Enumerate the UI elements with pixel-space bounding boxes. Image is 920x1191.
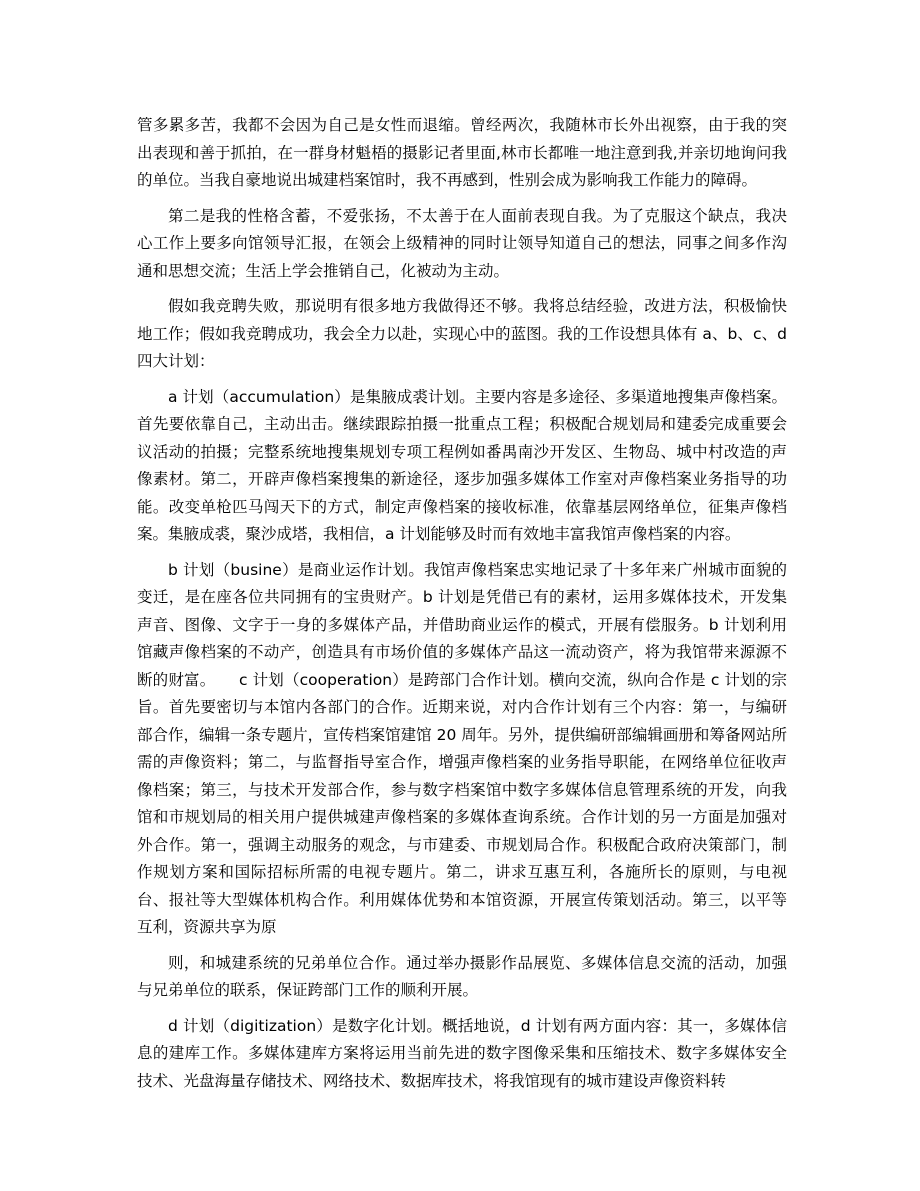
paragraph-4-plan-a: a 计划（accumulation）是集腋成裘计划。主要内容是多途径、多渠道地搜集声像档案。首先要依靠自己，主动出击。继续跟踪拍摄一批重点工程；积极配合规划局和建委完成重要会议活动的拍摄；完整系统地搜集规划专项工程例如番禺南沙开发区、生物岛、城中村改造的声像素材。第二，开辟声像档案搜集的新途径，逐步加强多媒体工作室对声像档案业务指导的功能。改变单枪匹马闯天下的方式，制定声像档案的接收标准，依靠基层网络单位，征集声像档案。集腋成裘，聚沙成塔，我相信，a 计划能够及时而有效地丰富我馆声像档案的内容。 [137, 387, 787, 543]
paragraph-1: 管多累多苦，我都不会因为自己是女性而退缩。曾经两次，我随林市长外出视察，由于我的突出表现和善于抓拍，在一群身材魁梧的摄影记者里面,林市长都唯一地注意到我,并亲切地询问我的单位。当我自豪地说出城建档案馆时，我不再感到，性别会成为影响我工作能力的障碍。 [137, 116, 787, 189]
paragraph-5-plan-b-c: b 计划（busine）是商业运作计划。我馆声像档案忠实地记录了十多年来广州城市面貌的变迁，是在座各位共同拥有的宝贵财产。b 计划是凭借已有的素材，运用多媒体技术，开发集声音、图像、文字于一身的多媒体产品，并借助商业运作的模式，开展有偿服务。b 计划利用馆藏声像档案的不动产，创造具有市场价值的多媒体产品这一流动资产，将为我馆带来源源不断的财富。 c 计划（cooperation）是跨部门合作计划。横向交流，纵向合作是 c 计划的宗旨。首先要密切与本馆内各部门的合作。近期来说，对内合作计划有三个内容：第一，与编研部合作，编辑一条专题片，宣传档案馆建馆 20 周年。另外，提供编研部编辑画册和筹备网站所需的声像资料；第二，与监督指导室合作，增强声像档案的业务指导职能，在网络单位征收声像档案；第三，与技术开发部合作，参与数字档案馆中数字多媒体信息管理系统的开发，向我馆和市规划局的相关用户提供城建声像档案的多媒体查询系统。合作计划的另一方面是加强对外合作。第一，强调主动服务的观念，与市建委、市规划局合作。积极配合政府决策部门，制作规划方案和国际招标所需的电视专题片。第二，讲求互惠互利，各施所长的原则，与电视台、报社等大型媒体机构合作。利用媒体优势和本馆资源，开展宣传策划活动。第三，以平等互利，资源共享为原 [137, 560, 787, 936]
paragraph-2: 第二是我的性格含蓄，不爱张扬，不太善于在人面前表现自我。为了克服这个缺点，我决心工作上要多向馆领导汇报，在领会上级精神的同时让领导知道自己的想法，同事之间多作沟通和思想交流；生活上学会推销自己，化被动为主动。 [137, 206, 787, 280]
paragraph-3: 假如我竞聘失败，那说明有很多地方我做得还不够。我将总结经验，改进方法，积极愉快地工作；假如我竞聘成功，我会全力以赴，实现心中的蓝图。我的工作设想具体有 a、b、c、d 四大计划： [137, 297, 787, 370]
paragraph-7-plan-d: d 计划（digitization）是数字化计划。概括地说，d 计划有两方面内容：其一，多媒体信息的建库工作。多媒体建库方案将运用当前先进的数字图像采集和压缩技术、数字多媒体安全技术、光盘海量存储技术、网络技术、数据库技术，将我馆现有的城市建设声像资料转 [137, 1016, 787, 1090]
paragraph-6: 则，和城建系统的兄弟单位合作。通过举办摄影作品展览、多媒体信息交流的活动，加强与兄弟单位的联系，保证跨部门工作的顺利开展。 [137, 953, 787, 999]
document-body [137, 112, 787, 1103]
